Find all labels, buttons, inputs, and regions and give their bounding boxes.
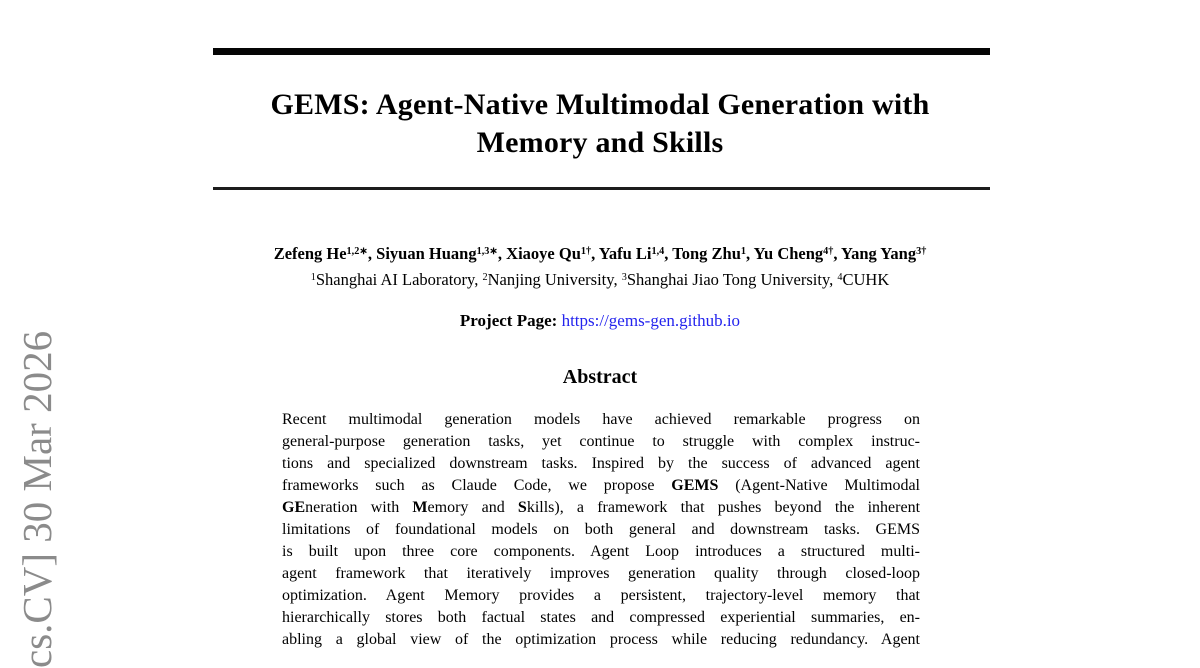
abstract-heading: Abstract [562,366,638,388]
superscript: 3† [916,245,927,257]
arxiv-stamp: cs.CV] 30 Mar 2026 [14,330,60,668]
abstract-line [282,541,920,563]
text-segment: Yu Cheng [753,244,824,263]
superscript: 4† [823,245,834,257]
project-page-label: Project Page: [459,311,562,330]
text-segment: , [664,244,673,263]
text-segment: , [591,244,599,263]
text-segment: S [517,499,527,516]
text-segment: Yafu Li [598,244,652,263]
paper-title-line2: Memory and Skills [476,126,724,159]
top-rule [213,48,990,55]
text-segment: CUHK [842,270,890,289]
text-segment: frameworks such as Claude Code, we propose [282,477,672,494]
superscript: 3 [621,271,627,283]
text-segment: kills), a framework that pushes beyond the inherent [526,499,921,516]
superscript: 1,3∗ [476,245,498,257]
text-segment: , [367,244,377,263]
abstract-line [282,431,920,453]
text-segment: Yang Yang [841,244,917,263]
text-segment: optimization. Agent Memory provides a persistent, trajectory-level memory that [282,587,920,604]
text-segment: (Agent-Native Multimodal [718,477,920,494]
text-segment: , [833,244,842,263]
project-page-line [0,311,1200,331]
superscript: 1 [310,271,316,283]
text-segment: is built upon three core components. Agent Loop introduces a structured multi- [282,543,920,560]
abstract-line [282,475,920,497]
superscript: 1† [580,245,592,257]
text-segment: emory and [427,499,518,516]
affiliations-line [0,270,1200,290]
paper-title-line1: GEMS: Agent-Native Multimodal Generation with [270,88,930,121]
text-segment: Siyuan Huang [376,244,477,263]
text-segment: tions and specialized downstream tasks. Inspired by the success of advanced agent [282,455,920,472]
abstract-line [282,453,920,475]
abstract-line [282,563,920,585]
text-segment: neration with [305,499,413,516]
title-separator-rule [213,187,990,190]
text-segment: hierarchically stores both factual states and compressed experiential summaries, en- [282,609,920,626]
superscript: 1,4 [651,245,665,257]
abstract-line [282,585,920,607]
abstract-line [282,519,920,541]
text-segment: GE [282,499,306,516]
text-segment: , [745,244,754,263]
text-segment: , [497,244,507,263]
text-segment: agent framework that iteratively improves generation quality through closed-loop [282,565,920,582]
abstract-line [282,607,920,629]
superscript: 1 [740,245,746,257]
authors-line [0,244,1200,264]
text-segment: M [412,499,428,516]
paper-title [210,86,990,162]
abstract-body [282,409,920,651]
text-segment: Xiaoye Qu [506,244,581,263]
text-segment: abling a global view of the optimization process while reducing redundancy. Agent [282,631,920,648]
text-segment: Nanjing University, [487,270,622,289]
text-segment: GEMS [671,477,719,494]
superscript: 1,2∗ [346,245,368,257]
text-segment: limitations of foundational models on both general and downstream tasks. GEMS [282,521,920,538]
abstract-line [282,497,920,519]
text-segment: Recent multimodal generation models have achieved remarkable progress on [282,411,920,428]
text-segment: Shanghai AI Laboratory, [315,270,483,289]
text-segment: Shanghai Jiao Tong University, [626,270,838,289]
project-page-link[interactable]: https://gems-gen.github.io [561,311,741,330]
abstract-line [282,409,920,431]
text-segment: Zefeng He [273,244,347,263]
superscript: 2 [482,271,488,283]
superscript: 4 [837,271,843,283]
text-segment: general-purpose generation tasks, yet continue to struggle with complex instruc- [282,433,920,450]
text-segment: Tong Zhu [672,244,741,263]
